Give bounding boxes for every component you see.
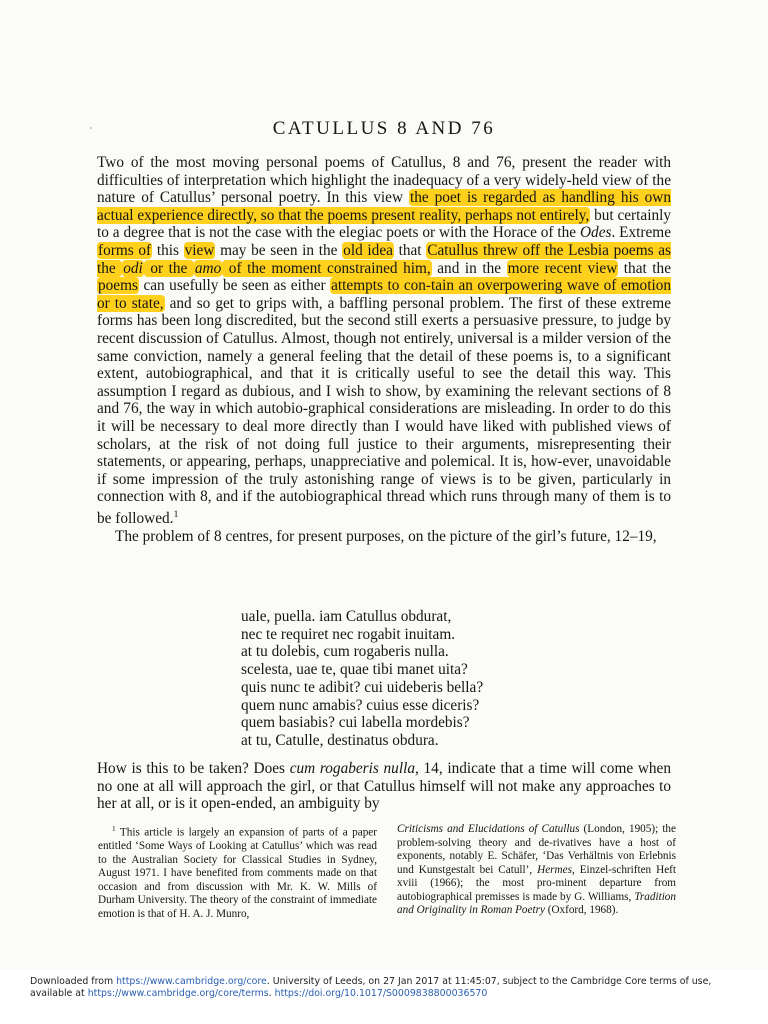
paragraph-1 <box>97 154 671 528</box>
text-run: that <box>393 241 427 259</box>
footnote-right-column <box>397 823 676 918</box>
footer-text: . University of Leeds, on 27 Jan 2017 at 11:45:07, subject to the Cambridge Core terms of use, <box>266 976 712 987</box>
highlighted-text: old idea <box>343 241 393 259</box>
verse-line: uale, puella. iam Catullus obdurat, <box>241 608 452 625</box>
footnote-marker: 1 <box>173 508 179 520</box>
text-run: but certainly to a degree that is not the case with the elegiac poets or with the Horace of the <box>97 206 671 242</box>
doi-link[interactable]: https://doi.org/10.1017/S0009838800036570 <box>274 988 488 999</box>
cambridge-core-link[interactable]: https://www.cambridge.org/core <box>116 976 267 987</box>
text-run: Odes <box>580 224 612 242</box>
footer-line-1 <box>30 976 760 988</box>
text-run: Criticisms and Elucidations of Catullus <box>397 823 580 835</box>
footnote-marker: 1 <box>112 825 116 833</box>
highlighted-text: of the moment constrained him, <box>223 259 431 277</box>
text-run: (Oxford, 1968). <box>544 904 619 916</box>
text-run: this <box>152 241 184 259</box>
highlighted-text: the poet is regarded as handling his own actual experience directly, so that the poems present reality, perhaps not entirely, <box>97 189 671 224</box>
terms-link[interactable]: https://www.cambridge.org/core/terms <box>87 988 269 999</box>
text-run: and so get to grips with, a baffling personal problem. The first of these extreme forms has been long discredited, but the second still exerts a persuasive pressure, to judge by recent discussion of Catullus. Almost, though not entirely, universal is a milder version of the same conviction, namely a general feeling that the detail of these poems is, to a significant extent, autobiographical, and that it is critically useful to see the detail this way. This assumption I regard as dubious, and I wish to show, by examining the relevant sections of 8 and 76, the way in which autobio-graphical considerations are misleading. In order to do this it will be necessary to deal more directly than I would have liked with published views of scholars, at the risk of not doing full justice to their arguments, misrepresenting their statements, or appearing, perhaps, unappreciative and polemical. It is, how-ever, unavoidable if some impression of the truly astonishing range of views is to be given, particularly in connection with 8, and if the autobiographical thread which runs through many of them is to be followed. <box>97 294 671 527</box>
highlighted-text: forms of <box>98 241 152 259</box>
verse-line: at tu dolebis, cum rogaberis nulla. <box>241 643 449 661</box>
highlighted-text: view <box>184 241 215 259</box>
text-run: cum rogaberis nulla <box>289 760 415 777</box>
text-run: Hermes <box>537 863 572 876</box>
text-run: , 14, indicate that a time will come when no one at all will approach the girl, or that Catullus himself will not make any approaches to her at all, or is it open-ended, an ambiguity by <box>97 760 671 813</box>
highlighted-text: amo <box>194 259 222 277</box>
article-title: CATULLUS 8 AND 76 <box>272 118 496 139</box>
text-run: How is this to be taken? Does <box>97 760 290 777</box>
footer-text: . <box>268 988 275 999</box>
article-body <box>97 154 671 545</box>
footnote-1-continued <box>397 823 676 918</box>
download-footer <box>30 976 760 1000</box>
verse-line: quem nunc amabis? cuius esse diceris? <box>241 696 480 714</box>
highlighted-text: Catullus threw off the Lesbia poems as the <box>97 241 671 277</box>
verse-line: at tu, Catulle, destinatus obdura. <box>241 731 439 749</box>
text-run: (London, 1905); the problem-solving theory and de-rivatives have a host of exponents, notably E. Schäfer, ‘Das Verhältnis von Erlebnis und Kunstgestalt bei Catull’, <box>397 823 676 876</box>
text-run: may be seen in the <box>215 241 343 259</box>
highlighted-text: poems <box>98 277 138 295</box>
text-run: and in the <box>431 259 507 277</box>
text-run: , Einzel-schriften Heft xviii (1966); the most pro-minent departure from autobiographical premisses is made by G. Williams, <box>397 863 676 903</box>
verse-line: quem basiabis? cui labella mordebis? <box>241 714 470 732</box>
verse-line: quis nunc te adibit? cui uideberis bella? <box>241 678 484 696</box>
highlighted-text: attempts to con-tain an overpowering wave of emotion or to state, <box>97 277 671 312</box>
footnote-1 <box>98 823 377 921</box>
poem-quotation <box>241 608 483 750</box>
text-run: . Extreme <box>611 224 671 242</box>
verse-line: scelesta, uae te, quae tibi manet uita? <box>241 661 468 679</box>
paragraph-2: The problem of 8 centres, for present purposes, on the picture of the girl’s future, 12–19, <box>115 527 657 545</box>
text-run: Tradition and Originality in Roman Poetry <box>397 890 676 916</box>
footnote-left-column <box>98 823 377 921</box>
highlighted-text: more recent view <box>507 259 618 277</box>
text-run: can usefully be seen as either <box>138 277 331 295</box>
verse-line: nec te requiret nec rogabit inuitam. <box>241 625 456 643</box>
footer-text: available at <box>30 988 88 999</box>
highlighted-text: or the <box>144 259 193 277</box>
paragraph-3 <box>97 760 671 813</box>
text-run: This article is largely an expansion of parts of a paper entitled ‘Some Ways of Looking at Catullus’ which was read to the Australian Society for Classical Studies in Sydney, August 1971. I have benefited from comments made on that occasion and from discussion with Mr. K. W. Mills of Durham University. The theory of the constraint of immediate emotion is that of H. A. J. Munro, <box>98 826 377 920</box>
footer-line-2 <box>30 988 760 1000</box>
text-run: Two of the most moving personal poems of Catullus, 8 and 76, present the reader with difficulties of interpretation which highlight the inadequacy of a very widely-held view of the nature of Catullus’ personal poetry. In this view <box>97 154 671 207</box>
highlighted-text: odi <box>123 259 143 277</box>
text-run: that the <box>618 259 671 277</box>
footer-text: Downloaded from <box>30 976 117 987</box>
